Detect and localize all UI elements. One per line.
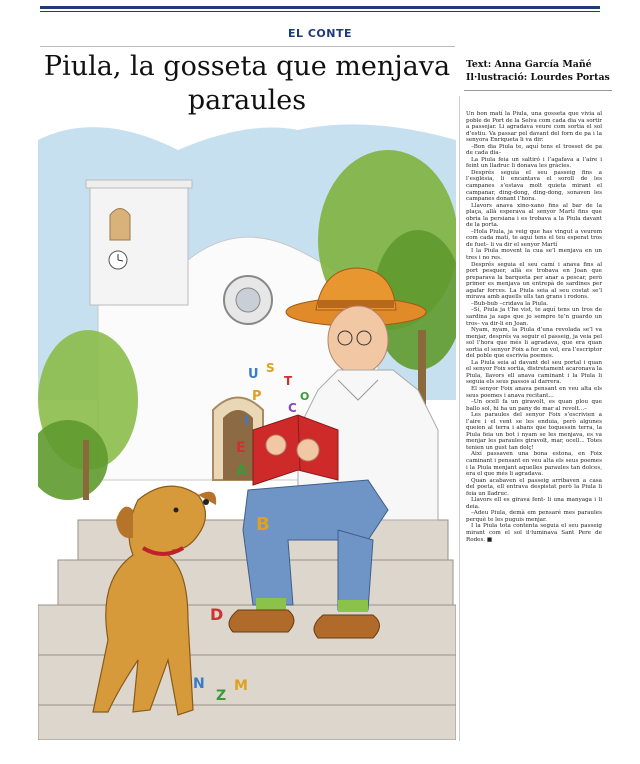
svg-text:C: C <box>288 401 297 415</box>
section-divider <box>40 46 455 47</box>
story-paragraph: I la Piula movent la cua se’l menjava en un tres i no res. <box>466 248 602 262</box>
svg-text:N: N <box>193 676 205 692</box>
story-paragraph: Nyam, nyam, la Piula d’una revolada se’l va menjar, després va seguir el passeig, ja veia pel sol l’hora que més li agradava, que era quan sortia el senyor Foix a fer un vol, era l’escriptor del poble que escrivia poemes. <box>466 327 602 360</box>
svg-text:I: I <box>244 414 249 429</box>
story-illustration <box>38 100 456 740</box>
story-paragraph: I la Piula tota contenta seguia el seu passeig mirant com el sol il·luminava Sant Pere de Rodes. ■ <box>466 523 602 543</box>
svg-text:M: M <box>234 678 248 694</box>
story-paragraph: –Bub-bub –cridava la Piula. <box>471 300 549 307</box>
svg-text:O: O <box>300 390 310 403</box>
story-paragraph: –Sí, Piula ja t’he vist, te aquí tens un tros de sardina ja saps que jo sempre te’n guardo un tros– va dir-li en Joan. <box>466 307 602 327</box>
story-paragraph: –Un ocell fa un giravolt, es quan plou que ballo sol, hi ha un pany de mar al revolt...– <box>466 399 602 412</box>
story-paragraph: –Bon dia Piula te, aquí tens el trosset de pa de cada dia– <box>466 143 602 157</box>
story-paragraph: Després seguia el seu passeig fins a l’església, li encantava el soroll de les campanes s’estava molt quieta mirant el campanar, ding-dong, ding-dong, sonaven les campanes donant l’hora. <box>466 169 602 203</box>
svg-text:Z: Z <box>216 688 227 704</box>
svg-text:P: P <box>252 389 262 404</box>
story-paragraph: La Piula seia al davant del seu portal i quan el senyor Foix sortia, distretament acaronava la Piula, llavors ell anava caminant i la Piula li seguia els seus passos al darrera. <box>466 359 602 386</box>
story-body <box>466 111 602 543</box>
top-rule-thin <box>40 11 600 12</box>
story-paragraph: Un bon matí la Piula, una gosseta que vivia al poble de Port de la Selva com cada dia va sortir a passejar. Li agradava veure com sortia el sol d’estiu. Va passar pel davant del forn de pa i la senyora Enriqueta li va dir: <box>466 111 602 144</box>
credit-text: Text: Anna García Mañé <box>466 59 592 70</box>
svg-text:S: S <box>266 361 275 375</box>
top-rule <box>40 6 600 9</box>
svg-text:E: E <box>236 440 246 456</box>
story-paragraph: La Piula feia un saltiró i l’agafava a l’aire i feint un lladruc li donava les gràcies. <box>466 156 602 170</box>
svg-text:T: T <box>284 374 293 388</box>
story-paragraph: Així passaven una bona estona, en Foix caminant i pensant en veu alta els seus poemes i la Piula menjant aquelles paraules tan dolces, era el que més li agradava. <box>466 451 602 478</box>
section-label: EL CONTE <box>287 27 352 40</box>
svg-text:B: B <box>256 514 270 535</box>
story-paragraph: Les paraules del senyor Foix s’escrivien a l’aire i el vent se les enduia, però algunes queien al terra i abans que toquessin terra, la Piula feia un bot i nyam se les menjava, es va menjar les paraules giravolt, mar, ocell... Totes tenien un gust tan dolç! <box>466 412 602 451</box>
story-paragraph: Després seguia el seu camí i anava fins al port pesquer, allà es trobava en Joan que preparava la barqueta per anar a pescar, però primer es menjava un entrepà de sardines per agafar forces. La Piula seia al seu costat se’l mirava amb aquells ulls tan grans i rodons. <box>466 261 602 301</box>
story-paragraph: Llavors anava xino-xano fins al bar de la plaça, allà esperava al senyor Martí fins que obria la persiana i es trobava a la Piula davant de la porta. <box>466 202 602 229</box>
svg-text:D: D <box>210 605 224 624</box>
title-line-1: Piula, la gosseta que menjava <box>43 51 451 82</box>
story-paragraph: –Adeu Piula, demà em pensaré mes paraules perquè te les puguis menjar. <box>466 510 602 523</box>
story-paragraph: Llavors ell es girava fent- li una manyaga i li deia. <box>466 497 602 510</box>
column-divider <box>459 96 460 741</box>
credits-divider <box>464 90 612 91</box>
story-paragraph: El senyor Foix anava pensant en veu alta els seus poemes i anava recitant... <box>466 385 602 399</box>
story-paragraph: –Hola Piula, ja veig que has vingut a veurem com cada matí, te aquí tens el teu esperat tros de fuet– li va dir el senyor Martí <box>466 228 602 248</box>
credit-illustration: Il·lustració: Lourdes Portas <box>466 72 610 83</box>
story-paragraph: Quan acabaven el passeig arribaven a casa del poeta, ell entrava despistat però la Piula li feia un lladruc. <box>466 477 602 497</box>
title-line-2: paraules <box>187 85 307 116</box>
svg-text:U: U <box>248 367 259 382</box>
credits <box>466 58 616 84</box>
svg-text:A: A <box>236 463 247 479</box>
